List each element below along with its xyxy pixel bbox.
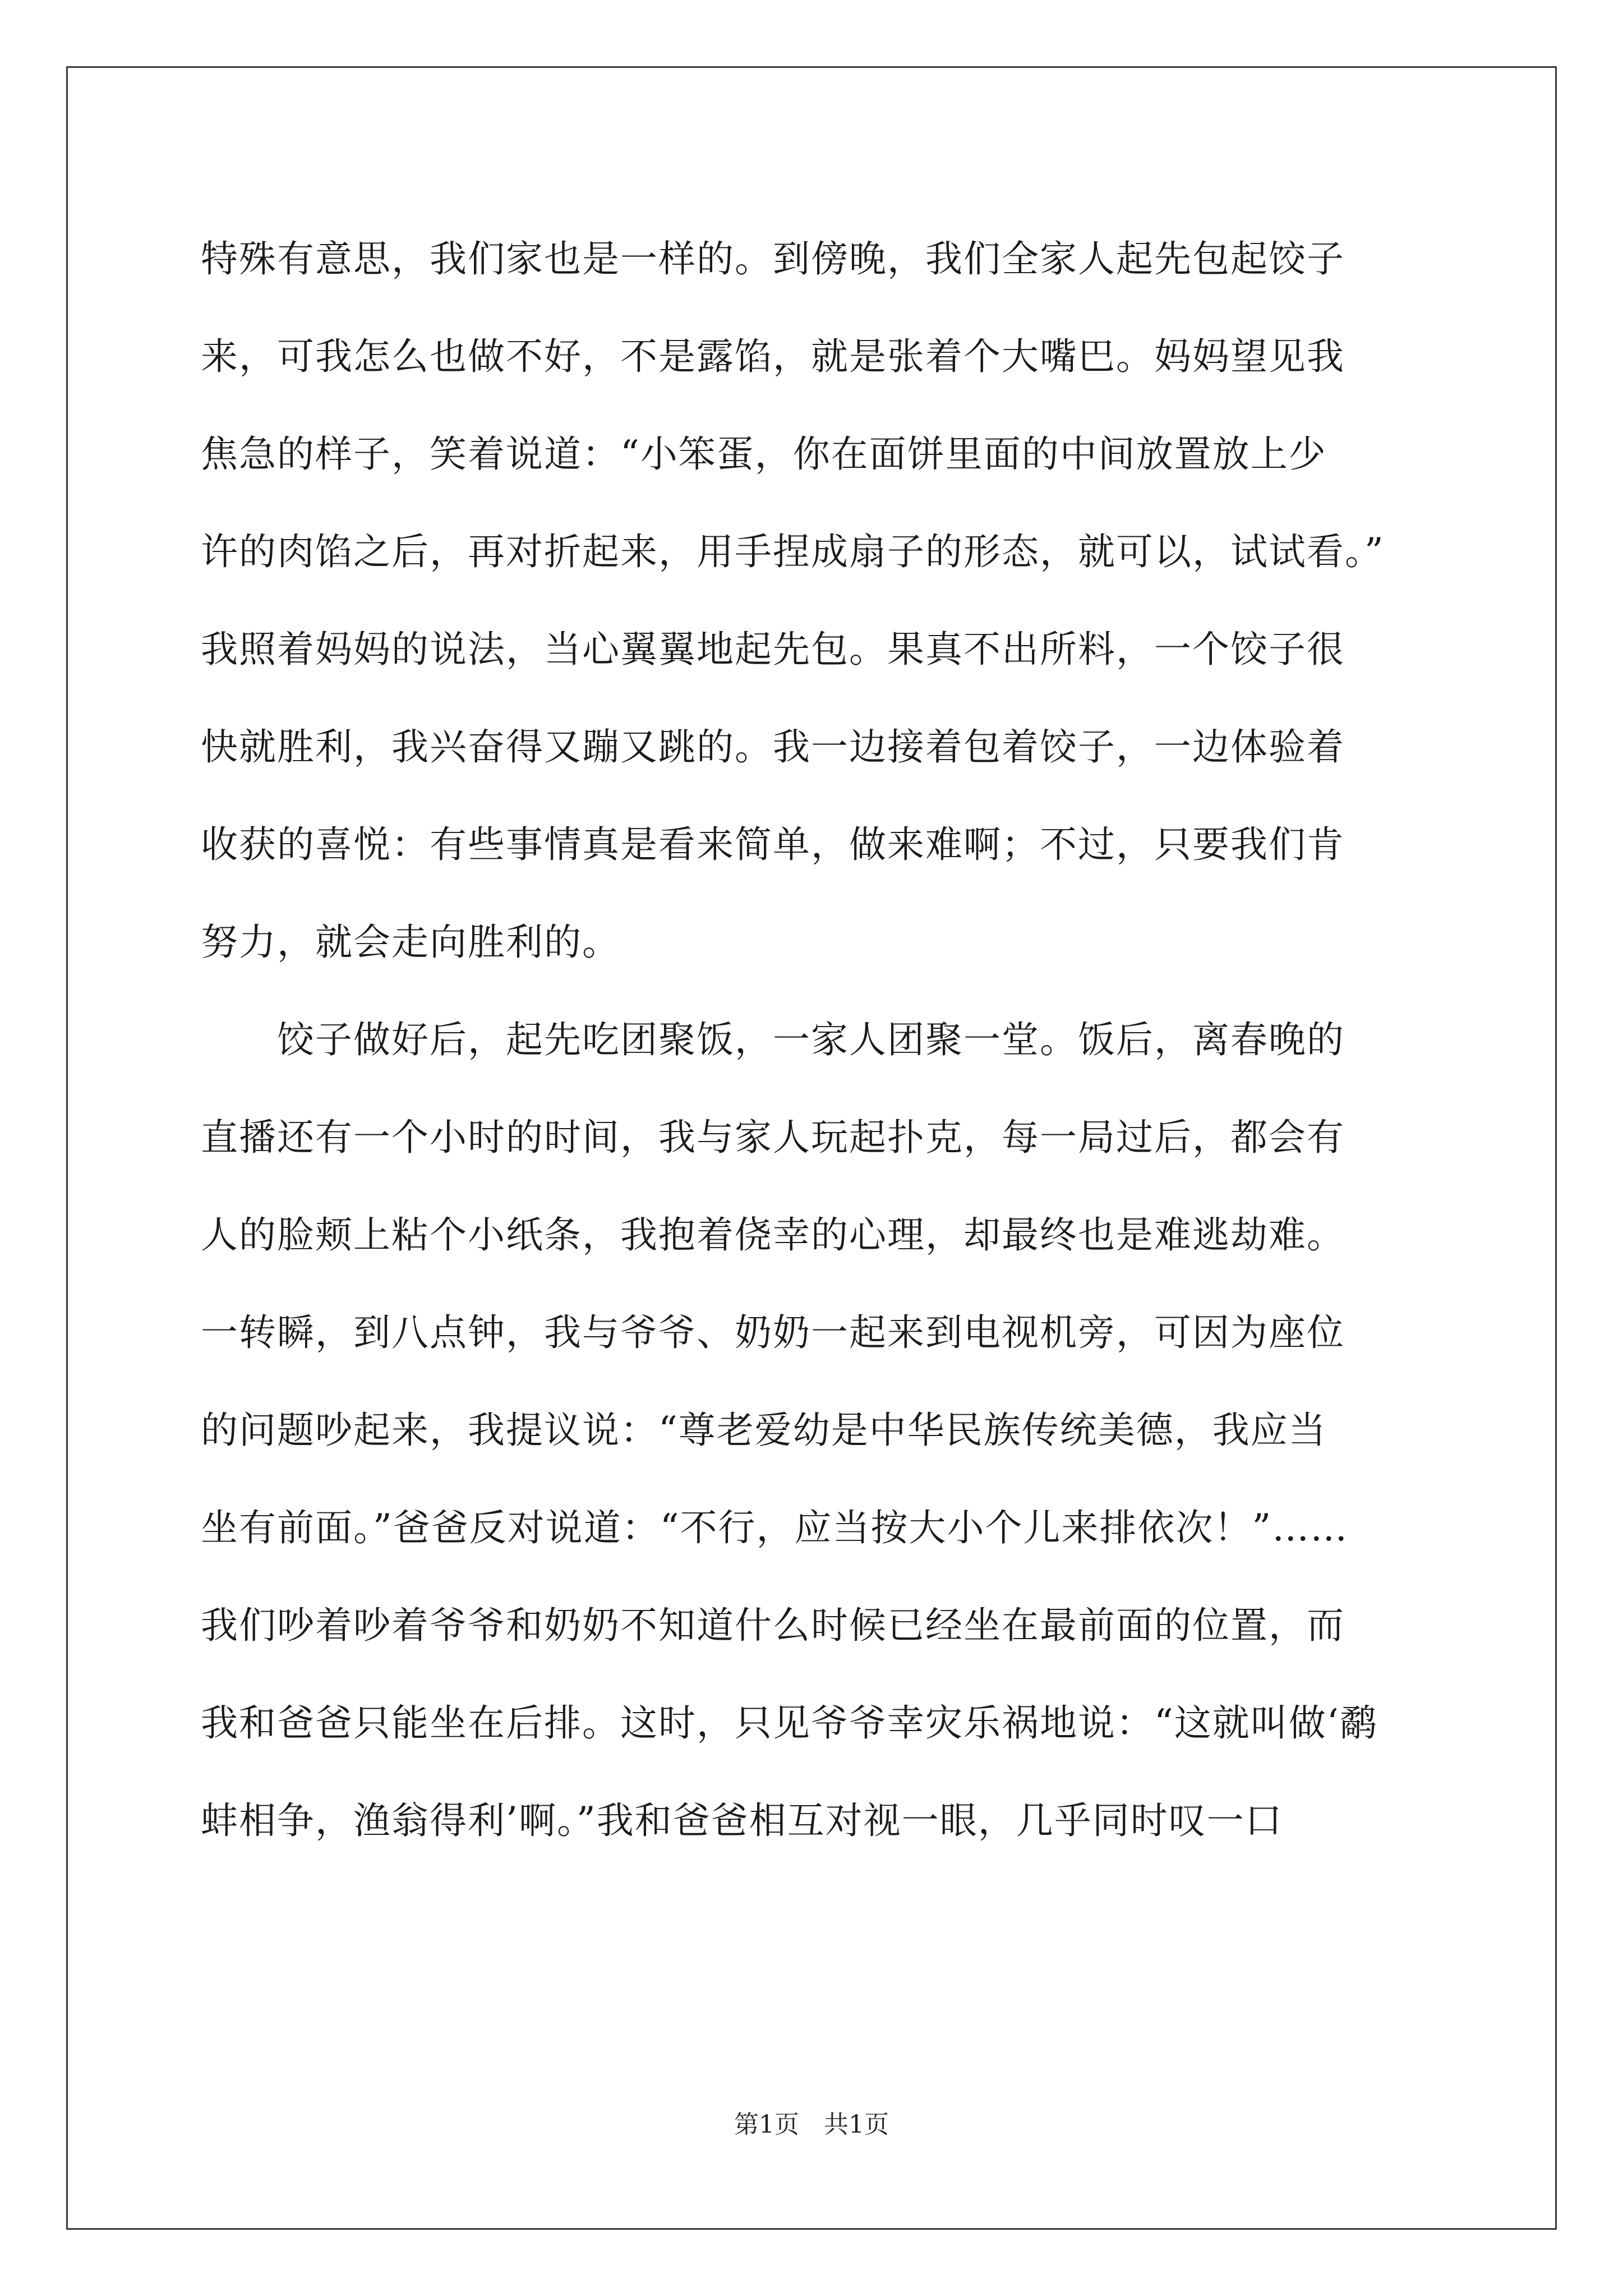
text-line: 蚌相争，渔翁得利’啊。”我和爸爸相互对视一眼，几乎同时叹一口 [201,1799,1283,1842]
text-line: 焦急的样子，笑着说道：“小笨蛋，你在面饼里面的中间放置放上少 [201,432,1327,476]
page-number-total: 共1页 [824,2110,889,2139]
page-number-current: 第1页 [734,2110,799,2139]
paragraph-start-line: 饺子做好后，起先吃团聚饭，一家人团聚一堂。饭后，离春晚的 [277,1018,1345,1061]
text-line: 收获的喜悦：有些事情真是看来简单，做来难啊；不过，只要我们肯 [201,823,1345,866]
text-line: 直播还有一个小时的时间，我与家人玩起扑克，每一局过后，都会有 [201,1116,1345,1159]
text-line: 我照着妈妈的说法，当心翼翼地起先包。果真不出所料，一个饺子很 [201,628,1345,671]
document-body [201,210,1435,1870]
page-footer [0,2108,1623,2142]
text-line: 快就胜利，我兴奋得又蹦又跳的。我一边接着包着饺子，一边体验着 [201,725,1345,769]
text-line: 我和爸爸只能坐在后排。这时，只见爷爷幸灾乐祸地说：“这就叫做‘鹬 [201,1701,1378,1745]
text-line: 许的肉馅之后，再对折起来，用手捏成扇子的形态，就可以，试试看。” [201,530,1385,573]
text-line: 坐有前面。”爸爸反对说道：“不行，应当按大小个儿来排依次！”…… [201,1506,1349,1549]
text-line: 来，可我怎么也做不好，不是露馅，就是张着个大嘴巴。妈妈望见我 [201,335,1345,378]
text-line: 我们吵着吵着爷爷和奶奶不知道什么时候已经坐在最前面的位置，而 [201,1604,1345,1647]
text-line: 人的脸颊上粘个小纸条，我抱着侥幸的心理，却最终也是难逃劫难。 [201,1213,1345,1257]
text-line: 特殊有意思，我们家也是一样的。到傍晚，我们全家人起先包起饺子 [201,237,1345,280]
text-line: 努力，就会走向胜利的。 [201,921,620,964]
text-line: 一转瞬，到八点钟，我与爷爷、奶奶一起来到电视机旁，可因为座位 [201,1311,1345,1354]
text-line: 的问题吵起来，我提议说：“尊老爱幼是中华民族传统美德，我应当 [201,1409,1327,1452]
